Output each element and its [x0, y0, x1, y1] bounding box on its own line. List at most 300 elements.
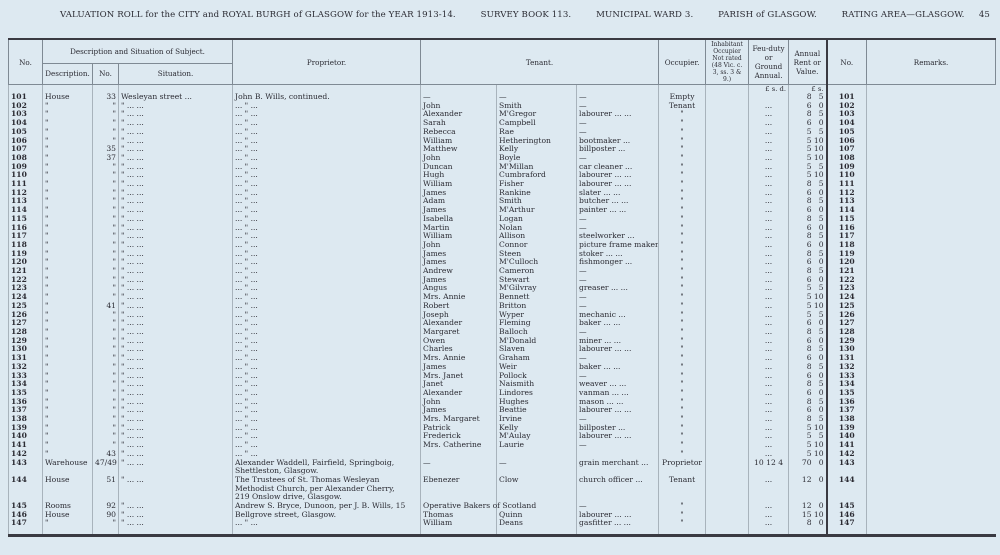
rent-shillings: 5 [818, 397, 824, 406]
house-number: " [93, 206, 119, 215]
description: " [43, 319, 93, 328]
rent [789, 424, 827, 433]
tenant-surname: Lindores [497, 389, 577, 398]
rent-shillings: 10 [813, 293, 824, 302]
rent [789, 372, 827, 381]
house-number: 35 [93, 145, 119, 154]
rent-pounds: 8 [806, 362, 812, 371]
tenant-surname: M'Culloch [497, 258, 577, 267]
row-number-right: 120 [827, 258, 867, 267]
situation: " ... ... [119, 258, 233, 267]
inhabitant-occupier [706, 511, 749, 520]
feu-duty: ... [749, 337, 789, 346]
feu-duty: ... [749, 302, 789, 311]
table-row [9, 232, 996, 241]
description: Rooms [43, 502, 93, 511]
tenant-surname: Bennett [497, 293, 577, 302]
occupation: — [577, 128, 659, 137]
row-number: 136 [9, 398, 43, 407]
inhabitant-occupier [706, 232, 749, 241]
situation: " ... ... [119, 302, 233, 311]
occupation [577, 450, 659, 459]
remarks [867, 154, 996, 163]
description: " [43, 519, 93, 535]
tenant-first-name: Robert [421, 302, 497, 311]
feu-duty: ... [749, 102, 789, 111]
row-number-right: 121 [827, 267, 867, 276]
proprietor: ... " ... [233, 197, 421, 206]
tenant-surname: Stewart [497, 276, 577, 285]
remarks [867, 311, 996, 320]
occupation: grain merchant ... [577, 459, 659, 476]
remarks [867, 511, 996, 520]
house-number: " [93, 415, 119, 424]
situation: " ... ... [119, 380, 233, 389]
tenant-first-name: James [421, 250, 497, 259]
rent-shillings: 5 [818, 267, 824, 276]
proprietor: ... " ... [233, 345, 421, 354]
occupation: steelworker ... [577, 232, 659, 241]
rent-shillings: 5 [818, 197, 824, 206]
description: " [43, 293, 93, 302]
inhabitant-occupier [706, 215, 749, 224]
occupation: miner ... ... [577, 337, 659, 346]
proprietor: ... " ... [233, 250, 421, 259]
tenant-first-name: Duncan [421, 163, 497, 172]
rent-pounds: 6 [806, 371, 812, 380]
occupier: " [659, 163, 706, 172]
rent [789, 137, 827, 146]
row-number: 122 [9, 276, 43, 285]
house-number: " [93, 337, 119, 346]
row-number: 123 [9, 284, 43, 293]
rent [789, 345, 827, 354]
valuation-table [8, 38, 996, 537]
row-number: 135 [9, 389, 43, 398]
feu-duty: ... [749, 432, 789, 441]
row-number-right: 137 [827, 406, 867, 415]
situation: " ... ... [119, 511, 233, 520]
row-number-right: 116 [827, 224, 867, 233]
occupation: painter ... ... [577, 206, 659, 215]
tenant-first-name: Patrick [421, 424, 497, 433]
row-number-right: 127 [827, 319, 867, 328]
rent-shillings: 10 [813, 441, 824, 450]
house-number: " [93, 250, 119, 259]
tenant-surname: Naismith [497, 380, 577, 389]
feu-units: £ s. d. [749, 85, 789, 94]
row-number-right: 102 [827, 102, 867, 111]
occupation: — [577, 154, 659, 163]
rent-shillings: 10 [813, 171, 824, 180]
tenant-surname: Irvine [497, 415, 577, 424]
row-number: 139 [9, 424, 43, 433]
proprietor: ... " ... [233, 380, 421, 389]
feu-duty: ... [749, 224, 789, 233]
tenant-surname: Weir [497, 363, 577, 372]
description: Warehouse [43, 459, 93, 476]
row-number: 138 [9, 415, 43, 424]
rent-shillings: 5 [818, 93, 824, 101]
rent-pounds: 5 [806, 441, 812, 450]
table-row [9, 424, 996, 433]
row-number: 134 [9, 380, 43, 389]
inhabitant-occupier [706, 406, 749, 415]
tenant-surname: Smith [497, 102, 577, 111]
row-number-right: 118 [827, 241, 867, 250]
proprietor: ... " ... [233, 232, 421, 241]
occupation: — [577, 302, 659, 311]
inhabitant-occupier [706, 197, 749, 206]
house-number: 37 [93, 154, 119, 163]
rent-pounds: 6 [806, 206, 812, 215]
table-row [9, 372, 996, 381]
rent-pounds: 5 [806, 449, 812, 458]
occupation: fishmonger ... [577, 258, 659, 267]
house-number: 90 [93, 511, 119, 520]
house-number: " [93, 163, 119, 172]
rent-pounds: 5 [806, 127, 812, 136]
rent-pounds: 5 [806, 153, 812, 162]
proprietor: ... " ... [233, 163, 421, 172]
rent-shillings: 5 [818, 380, 824, 389]
occupier: Empty [659, 93, 706, 102]
situation: " ... ... [119, 171, 233, 180]
feu-duty: ... [749, 311, 789, 320]
situation: " ... ... [119, 128, 233, 137]
table-row [9, 345, 996, 354]
description: " [43, 180, 93, 189]
table-row [9, 128, 996, 137]
proprietor: ... " ... [233, 215, 421, 224]
situation: " ... ... [119, 363, 233, 372]
proprietor: ... " ... [233, 354, 421, 363]
description: " [43, 258, 93, 267]
occupier: " [659, 398, 706, 407]
tenant-first-name: Joseph [421, 311, 497, 320]
feu-duty: ... [749, 137, 789, 146]
description: " [43, 128, 93, 137]
table-row [9, 241, 996, 250]
situation: " ... ... [119, 424, 233, 433]
table-row [9, 154, 996, 163]
rent-pounds: 70 [801, 458, 812, 467]
occupier: " [659, 345, 706, 354]
rent-pounds: 8 [806, 93, 812, 101]
occupier: " [659, 276, 706, 285]
remarks [867, 432, 996, 441]
row-number: 146 [9, 511, 43, 520]
rent-shillings: 0 [818, 240, 824, 249]
rent-pounds: 5 [806, 171, 812, 180]
table-row [9, 328, 996, 337]
rent-shillings: 5 [818, 232, 824, 241]
row-number: 116 [9, 224, 43, 233]
tenant-surname: Steen [497, 250, 577, 259]
remarks [867, 119, 996, 128]
row-number: 112 [9, 189, 43, 198]
header-inhabitant-occupier: Inhabitant Occupier Not rated (48 Vic. c. 3, ss. 3 & 9.) [706, 39, 749, 85]
inhabitant-occupier [706, 389, 749, 398]
tenant-first-name: John [421, 154, 497, 163]
rent [789, 258, 827, 267]
remarks [867, 171, 996, 180]
roll-title: VALUATION ROLL for the CITY and ROYAL BURGH of GLASGOW for the YEAR 1913-14. [60, 10, 456, 20]
row-number: 107 [9, 145, 43, 154]
rent [789, 450, 827, 459]
proprietor: ... " ... [233, 119, 421, 128]
table-row [9, 415, 996, 424]
row-number-right: 126 [827, 311, 867, 320]
row-number-right: 141 [827, 441, 867, 450]
remarks [867, 102, 996, 111]
row-number: 117 [9, 232, 43, 241]
rent-shillings: 5 [818, 284, 824, 293]
table-row [9, 224, 996, 233]
row-number-right: 112 [827, 189, 867, 198]
row-number: 147 [9, 519, 43, 535]
rent-shillings: 0 [818, 206, 824, 215]
remarks [867, 502, 996, 511]
occupation: church officer ... [577, 476, 659, 502]
description: " [43, 197, 93, 206]
description: House [43, 476, 93, 502]
table-row [9, 163, 996, 172]
inhabitant-occupier [706, 424, 749, 433]
table-row [9, 337, 996, 346]
rent [789, 119, 827, 128]
tenant-first-name: Angus [421, 284, 497, 293]
situation: " ... ... [119, 154, 233, 163]
remarks [867, 519, 996, 535]
occupier: " [659, 197, 706, 206]
feu-duty [749, 93, 789, 102]
table-row [9, 511, 996, 520]
rent-pounds: 6 [806, 336, 812, 345]
row-number: 143 [9, 459, 43, 476]
description: House [43, 511, 93, 520]
tenant-surname: Fisher [497, 180, 577, 189]
occupation: labourer ... ... [577, 110, 659, 119]
proprietor: ... " ... [233, 276, 421, 285]
tenant-first-name [421, 450, 497, 459]
house-number: " [93, 354, 119, 363]
rent [789, 476, 827, 502]
row-number: 114 [9, 206, 43, 215]
feu-duty: ... [749, 476, 789, 502]
situation: " ... ... [119, 267, 233, 276]
house-number: " [93, 372, 119, 381]
rent [789, 432, 827, 441]
header-no: No. [9, 39, 43, 85]
rent-pounds: 8 [806, 197, 812, 206]
occupier: " [659, 389, 706, 398]
feu-duty: ... [749, 380, 789, 389]
tenant-first-name: Mrs. Annie [421, 354, 497, 363]
occupation: labourer ... ... [577, 171, 659, 180]
tenant-surname: — [497, 93, 577, 102]
row-number-right: 142 [827, 450, 867, 459]
row-number: 102 [9, 102, 43, 111]
remarks [867, 345, 996, 354]
row-number: 105 [9, 128, 43, 137]
tenant-surname: Laurie [497, 441, 577, 450]
occupation: mason ... ... [577, 398, 659, 407]
inhabitant-occupier [706, 171, 749, 180]
rent-pounds: 8 [806, 267, 812, 276]
rent-pounds: 12 [801, 502, 812, 511]
occupation: labourer ... ... [577, 406, 659, 415]
house-number: " [93, 389, 119, 398]
rent-shillings: 5 [818, 127, 824, 136]
row-number-right: 134 [827, 380, 867, 389]
situation: " ... ... [119, 293, 233, 302]
tenant-first-name: Martin [421, 224, 497, 233]
proprietor: ... " ... [233, 337, 421, 346]
inhabitant-occupier [706, 128, 749, 137]
occupier: " [659, 337, 706, 346]
remarks [867, 406, 996, 415]
row-number-right: 106 [827, 137, 867, 146]
table-row [9, 180, 996, 189]
occupier: " [659, 293, 706, 302]
tenant-first-name: Alexander [421, 110, 497, 119]
feu-duty: ... [749, 415, 789, 424]
rent-shillings: 5 [818, 327, 824, 336]
row-number-right: 101 [827, 93, 867, 102]
table-row [9, 354, 996, 363]
inhabitant-occupier [706, 345, 749, 354]
description: " [43, 189, 93, 198]
description: " [43, 215, 93, 224]
occupation: labourer ... ... [577, 180, 659, 189]
row-number: 125 [9, 302, 43, 311]
table-row [9, 319, 996, 328]
rent-shillings: 10 [813, 136, 824, 145]
tenant-surname: M'Aulay [497, 432, 577, 441]
proprietor: ... " ... [233, 206, 421, 215]
inhabitant-occupier [706, 398, 749, 407]
tenant-first-name: William [421, 180, 497, 189]
remarks [867, 293, 996, 302]
proprietor: ... " ... [233, 432, 421, 441]
inhabitant-occupier [706, 180, 749, 189]
rent-pounds: 8 [806, 327, 812, 336]
rent-pounds: 6 [806, 354, 812, 363]
row-number-right: 144 [827, 476, 867, 502]
description: " [43, 232, 93, 241]
tenant-first-name: Rebecca [421, 128, 497, 137]
description: " [43, 224, 93, 233]
description: " [43, 372, 93, 381]
tenant-first-name: Mrs. Catherine [421, 441, 497, 450]
occupier: " [659, 311, 706, 320]
tenant-first-name: James [421, 206, 497, 215]
occupier: Proprietor [659, 459, 706, 476]
description: " [43, 441, 93, 450]
proprietor: ... " ... [233, 519, 421, 535]
situation: " ... ... [119, 197, 233, 206]
inhabitant-occupier [706, 293, 749, 302]
tenant-first-name: Isabella [421, 215, 497, 224]
remarks [867, 93, 996, 102]
inhabitant-occupier [706, 145, 749, 154]
inhabitant-occupier [706, 337, 749, 346]
row-number: 110 [9, 171, 43, 180]
occupier: " [659, 328, 706, 337]
remarks [867, 389, 996, 398]
house-number: " [93, 267, 119, 276]
feu-duty: ... [749, 293, 789, 302]
inhabitant-occupier [706, 267, 749, 276]
inhabitant-occupier [706, 154, 749, 163]
feu-duty: ... [749, 171, 789, 180]
tenant-first-name: Mrs. Annie [421, 293, 497, 302]
proprietor: ... " ... [233, 267, 421, 276]
description: " [43, 406, 93, 415]
feu-duty: ... [749, 110, 789, 119]
rent-shillings: 5 [818, 249, 824, 258]
rent [789, 311, 827, 320]
rent-pounds: 12 [801, 475, 812, 484]
tenant-first-name: James [421, 406, 497, 415]
tenant-first-name: Alexander [421, 389, 497, 398]
remarks [867, 476, 996, 502]
row-number: 108 [9, 154, 43, 163]
row-number: 118 [9, 241, 43, 250]
house-number: " [93, 406, 119, 415]
feu-duty: ... [749, 267, 789, 276]
row-number-right: 131 [827, 354, 867, 363]
feu-duty: ... [749, 511, 789, 520]
rent-pounds: 6 [806, 119, 812, 128]
rent [789, 380, 827, 389]
remarks [867, 232, 996, 241]
header-feu-duty: Feu-duty or Ground Annual. [749, 39, 789, 85]
rent [789, 224, 827, 233]
tenant-surname: Allison [497, 232, 577, 241]
remarks [867, 284, 996, 293]
situation: " ... ... [119, 102, 233, 111]
feu-duty: ... [749, 424, 789, 433]
occupier: " [659, 363, 706, 372]
rent [789, 302, 827, 311]
rent-pounds: 5 [806, 432, 812, 441]
situation: " ... ... [119, 137, 233, 146]
house-number: " [93, 215, 119, 224]
tenant-surname: Hughes [497, 398, 577, 407]
tenant-surname: Connor [497, 241, 577, 250]
occupation: greaser ... ... [577, 284, 659, 293]
occupation: vanman ... ... [577, 389, 659, 398]
rent [789, 389, 827, 398]
tenant-surname: Nolan [497, 224, 577, 233]
description: " [43, 250, 93, 259]
rent [789, 276, 827, 285]
rent-shillings: 10 [813, 301, 824, 310]
units-row [9, 85, 996, 94]
house-number: " [93, 284, 119, 293]
tenant-surname: Beattie [497, 406, 577, 415]
description: " [43, 171, 93, 180]
inhabitant-occupier [706, 363, 749, 372]
row-number: 141 [9, 441, 43, 450]
rent [789, 145, 827, 154]
table-row [9, 363, 996, 372]
tenant-first-name: William [421, 137, 497, 146]
remarks [867, 441, 996, 450]
proprietor: Alexander Waddell, Fairfield, Springboig, Shettleston, Glasgow. [233, 459, 421, 476]
